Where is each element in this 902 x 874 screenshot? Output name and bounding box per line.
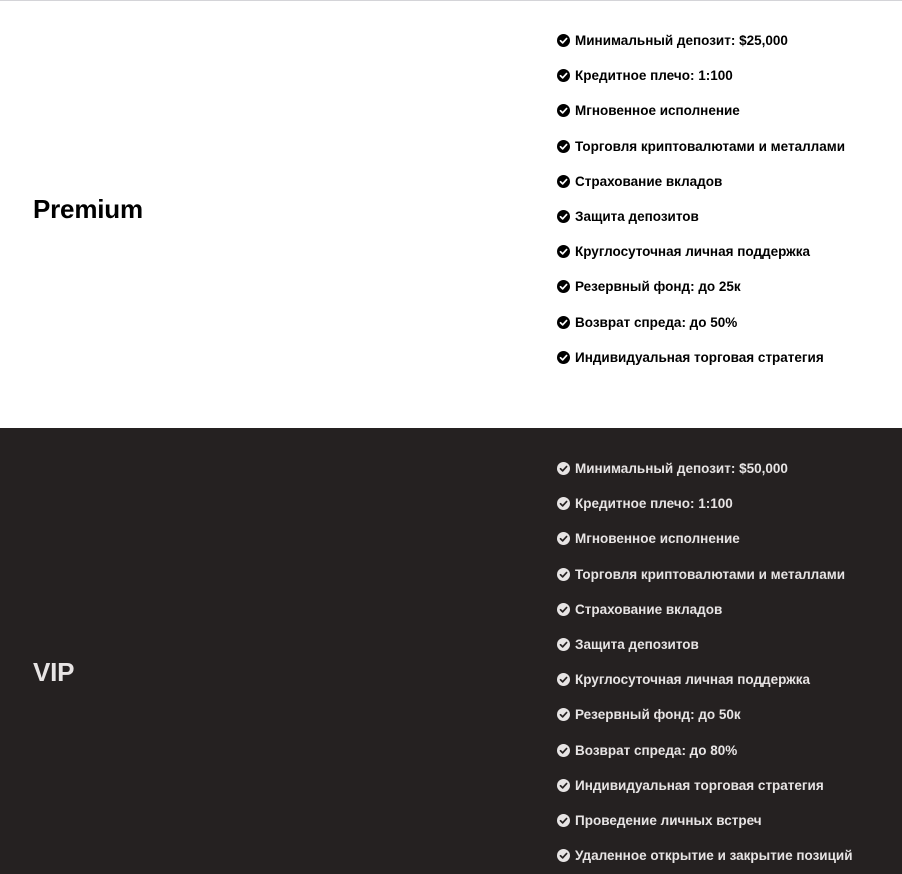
check-circle-icon	[557, 69, 570, 82]
feature-text: Мгновенное исполнение	[575, 531, 740, 547]
feature-item	[557, 495, 853, 530]
feature-item	[557, 67, 845, 102]
plan-title: VIP	[33, 657, 75, 687]
feature-item	[557, 601, 853, 636]
check-circle-icon	[557, 34, 570, 47]
check-circle-icon	[557, 532, 570, 545]
feature-text: Резервный фонд: до 50к	[575, 707, 741, 723]
feature-list	[557, 460, 853, 874]
feature-text: Защита депозитов	[575, 636, 699, 652]
feature-item	[557, 278, 845, 313]
feature-text: Кредитное плечо: 1:100	[575, 496, 733, 512]
feature-text: Круглосуточная личная поддержка	[575, 244, 810, 260]
check-circle-icon	[557, 316, 570, 329]
feature-text: Торговля криптовалютами и металлами	[575, 566, 846, 582]
check-circle-icon	[557, 814, 570, 827]
check-circle-icon	[557, 175, 570, 188]
feature-text: Круглосуточная личная поддержка	[575, 672, 810, 688]
plan-title: Premium	[33, 194, 143, 224]
feature-item	[557, 847, 853, 874]
feature-text: Индивидуальная торговая стратегия	[575, 777, 824, 793]
check-circle-icon	[557, 779, 570, 792]
feature-text: Защита депозитов	[575, 208, 699, 224]
feature-text: Индивидуальная торговая стратегия	[575, 349, 824, 365]
feature-item	[557, 742, 853, 777]
plan-vip	[0, 428, 902, 874]
feature-item	[557, 566, 853, 601]
feature-item	[557, 102, 845, 137]
check-circle-icon	[557, 744, 570, 757]
feature-item	[557, 812, 853, 847]
check-circle-icon	[557, 351, 570, 364]
feature-text: Резервный фонд: до 25к	[575, 279, 741, 295]
check-circle-icon	[557, 849, 570, 862]
feature-item	[557, 243, 845, 278]
check-circle-icon	[557, 245, 570, 258]
feature-item	[557, 349, 845, 384]
feature-text: Минимальный депозит: $50,000	[575, 461, 788, 476]
feature-text: Страхование вкладов	[575, 173, 723, 189]
feature-item	[557, 208, 845, 243]
check-circle-icon	[557, 104, 570, 117]
feature-text: Возврат спреда: до 50%	[575, 314, 738, 330]
feature-item	[557, 460, 853, 495]
feature-text: Минимальный депозит: $25,000	[575, 33, 788, 48]
feature-text: Удаленное открытие и закрытие позиций	[575, 848, 853, 864]
check-circle-icon	[557, 210, 570, 223]
feature-item	[557, 173, 845, 208]
check-circle-icon	[557, 462, 570, 475]
feature-item	[557, 138, 845, 173]
feature-text: Страхование вкладов	[575, 601, 723, 617]
feature-text: Возврат спреда: до 80%	[575, 742, 738, 758]
feature-item	[557, 32, 845, 67]
check-circle-icon	[557, 673, 570, 686]
feature-item	[557, 777, 853, 812]
feature-item	[557, 636, 853, 671]
feature-item	[557, 706, 853, 741]
feature-text: Проведение личных встреч	[575, 812, 762, 828]
check-circle-icon	[557, 638, 570, 651]
plan-premium	[0, 1, 902, 428]
check-circle-icon	[557, 497, 570, 510]
check-circle-icon	[557, 568, 570, 581]
feature-list	[557, 32, 845, 384]
check-circle-icon	[557, 140, 570, 153]
feature-item	[557, 530, 853, 565]
check-circle-icon	[557, 708, 570, 721]
feature-item	[557, 671, 853, 706]
feature-item	[557, 314, 845, 349]
feature-text: Торговля криптовалютами и металлами	[575, 138, 846, 154]
check-circle-icon	[557, 280, 570, 293]
check-circle-icon	[557, 603, 570, 616]
feature-text: Мгновенное исполнение	[575, 103, 740, 119]
feature-text: Кредитное плечо: 1:100	[575, 68, 733, 84]
